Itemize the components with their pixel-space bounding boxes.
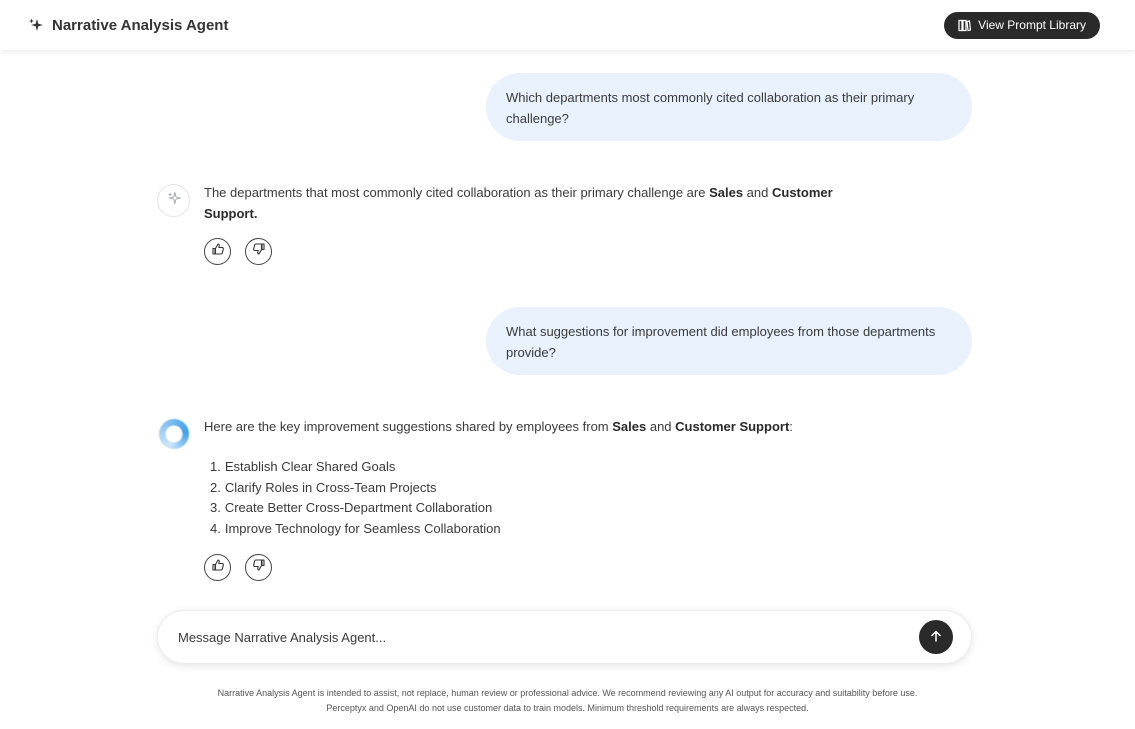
conjunction: and bbox=[743, 185, 772, 200]
loading-spinner-icon bbox=[159, 419, 189, 449]
disclaimer-line: Narrative Analysis Agent is intended to assist, not replace, human review or professional advice. We recommend reviewing any AI output for accuracy and suitability before use. bbox=[217, 688, 918, 698]
message-input[interactable] bbox=[178, 630, 919, 645]
thumbs-down-icon bbox=[252, 242, 266, 261]
agent-message-text: The departments that most commonly cited collaboration as their primary challenge are bbox=[204, 185, 710, 200]
agent-message-text: Here are the key improvement suggestions shared by employees from bbox=[204, 419, 613, 434]
user-message bbox=[486, 307, 972, 375]
list-item-number: 3. bbox=[210, 500, 221, 515]
department-customer-support: Customer Support. bbox=[204, 185, 833, 221]
disclaimer bbox=[0, 686, 1135, 716]
send-button[interactable] bbox=[919, 620, 953, 654]
sparkle-icon bbox=[167, 191, 181, 210]
brand bbox=[28, 17, 228, 34]
arrow-up-icon bbox=[929, 629, 943, 646]
list-item-text: Clarify Roles in Cross-Team Projects bbox=[224, 479, 437, 495]
list-item bbox=[210, 519, 501, 540]
list-item-text: Create Better Cross-Department Collaboration bbox=[224, 500, 493, 515]
list-item-number: 2. bbox=[210, 479, 221, 495]
department-sales: Sales bbox=[709, 185, 744, 200]
view-prompt-library-label: View Prompt Library bbox=[978, 18, 1086, 32]
agent-message bbox=[204, 182, 884, 224]
app-title: Narrative Analysis Agent bbox=[52, 16, 229, 34]
thumbs-up-button[interactable] bbox=[204, 238, 231, 265]
thumbs-down-button[interactable] bbox=[245, 554, 272, 581]
list-item-number: 1. bbox=[210, 459, 221, 474]
user-message-text: Which departments most commonly cited collaboration as their primary challenge? bbox=[506, 90, 915, 126]
message-composer bbox=[157, 610, 972, 664]
department-sales: Sales bbox=[612, 419, 647, 434]
suggestions-list bbox=[210, 457, 501, 539]
conjunction: and bbox=[646, 419, 676, 434]
list-item-text: Establish Clear Shared Goals bbox=[224, 459, 396, 474]
user-message-text: What suggestions for improvement did employees from those departments provide? bbox=[506, 324, 936, 360]
thumbs-down-icon bbox=[252, 558, 266, 577]
list-item bbox=[210, 498, 501, 519]
list-item-text: Improve Technology for Seamless Collaboration bbox=[224, 520, 501, 536]
user-message bbox=[486, 73, 972, 141]
thumbs-down-button[interactable] bbox=[245, 238, 272, 265]
app-header bbox=[0, 0, 1135, 50]
list-item-number: 4. bbox=[210, 520, 221, 536]
agent-message bbox=[204, 416, 884, 437]
view-prompt-library-button[interactable] bbox=[944, 12, 1100, 39]
list-item bbox=[210, 457, 501, 478]
agent-avatar-loading bbox=[157, 417, 190, 450]
book-icon bbox=[958, 19, 971, 32]
department-customer-support: Customer Support bbox=[675, 419, 790, 434]
agent-avatar bbox=[157, 184, 190, 217]
punctuation: : bbox=[789, 419, 793, 434]
thumbs-up-icon bbox=[211, 558, 225, 577]
disclaimer-line: Perceptyx and OpenAI do not use customer data to train models. Minimum threshold requirements are always respected. bbox=[326, 703, 809, 713]
list-item bbox=[210, 478, 501, 499]
thumbs-up-icon bbox=[211, 242, 225, 261]
sparkle-icon bbox=[28, 17, 44, 33]
thumbs-up-button[interactable] bbox=[204, 554, 231, 581]
